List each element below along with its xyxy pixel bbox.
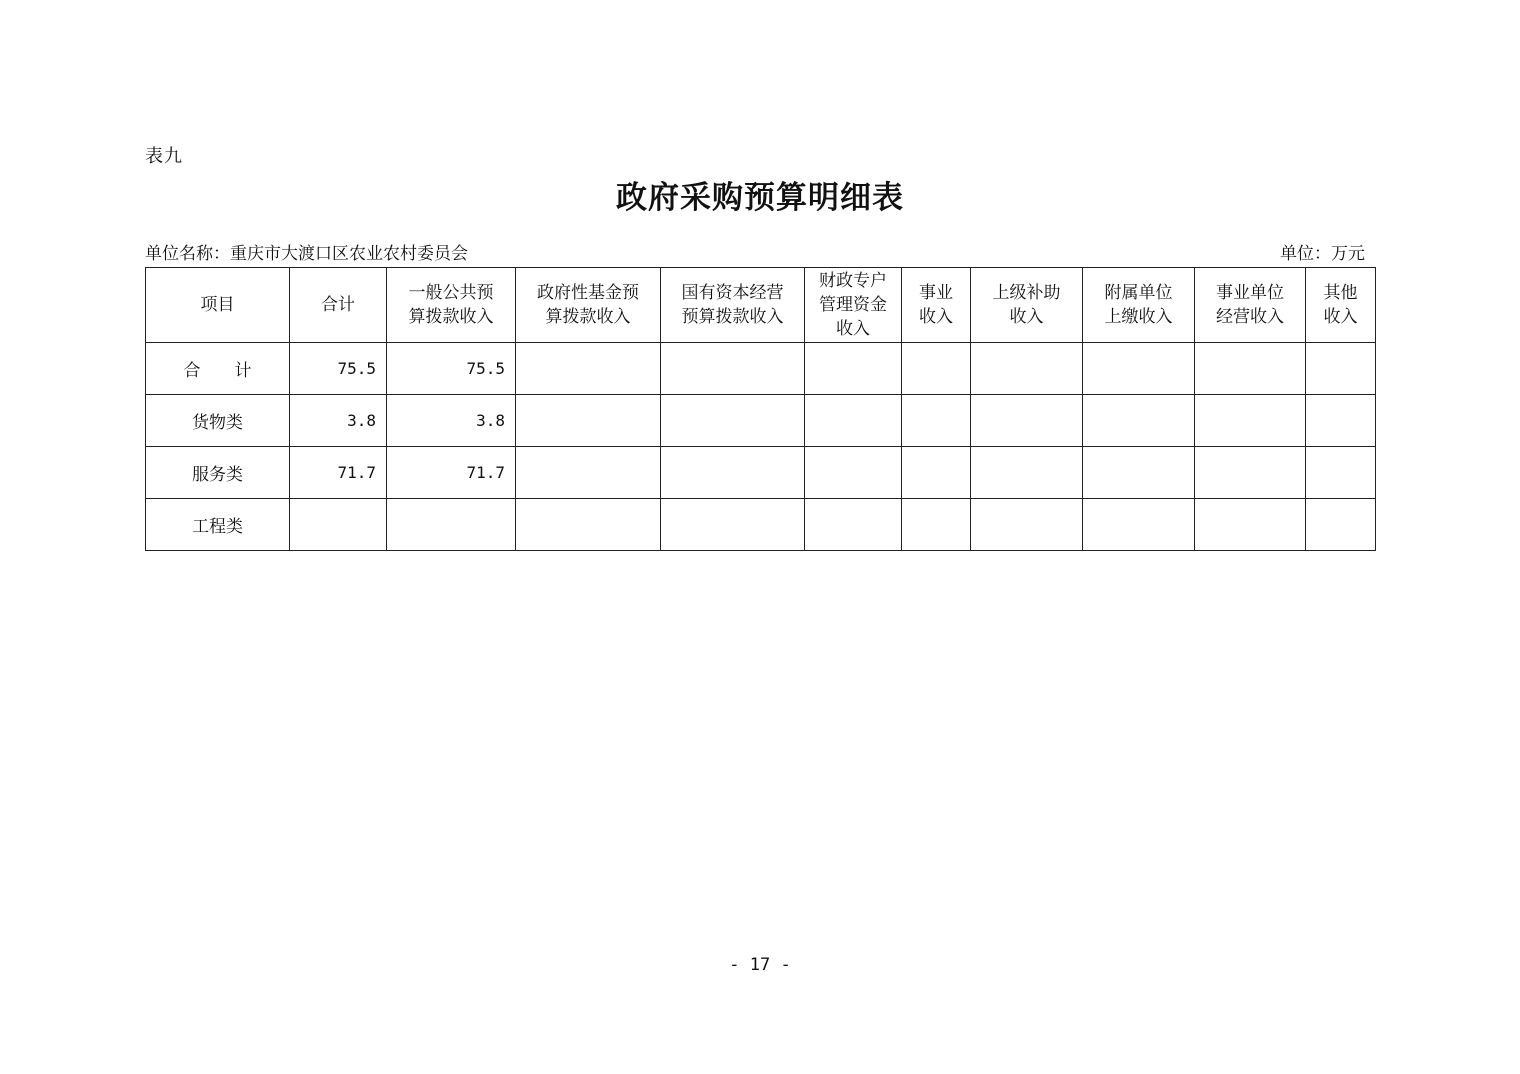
header-business-income: 事业 收入 (902, 268, 971, 343)
unit-name-label: 单位名称：重庆市大渡口区农业农村委员会 (145, 244, 468, 264)
table-row (146, 447, 1376, 499)
cell-value (387, 499, 516, 551)
cell-value (661, 343, 805, 395)
header-affiliated-unit-remittance: 附属单位 上缴收入 (1083, 268, 1195, 343)
cell-value (661, 395, 805, 447)
header-general-public-budget: 一般公共预 算拨款收入 (387, 268, 516, 343)
cell-value (971, 395, 1083, 447)
page-number: - 17 - (729, 955, 791, 975)
cell-value (1083, 395, 1195, 447)
document-title: 政府采购预算明细表 (616, 180, 904, 216)
cell-value (1306, 499, 1376, 551)
table-row (146, 499, 1376, 551)
cell-value (516, 499, 661, 551)
cell-value (805, 447, 902, 499)
row-item-label: 货物类 (146, 395, 290, 447)
cell-value (661, 499, 805, 551)
row-item-label: 工程类 (146, 499, 290, 551)
cell-value (971, 499, 1083, 551)
table-row (146, 395, 1376, 447)
cell-value (516, 343, 661, 395)
cell-value (1195, 343, 1306, 395)
table-header-row (146, 268, 1376, 343)
cell-value (516, 395, 661, 447)
cell-value (902, 343, 971, 395)
cell-value (1195, 447, 1306, 499)
cell-value: 71.7 (387, 447, 516, 499)
header-other-income: 其他 收入 (1306, 268, 1376, 343)
row-item-label: 服务类 (146, 447, 290, 499)
cell-value (1306, 447, 1376, 499)
cell-value: 71.7 (290, 447, 387, 499)
header-item: 项目 (146, 268, 290, 343)
cell-value (902, 447, 971, 499)
cell-value (661, 447, 805, 499)
cell-value: 75.5 (290, 343, 387, 395)
procurement-budget-table (145, 267, 1376, 551)
cell-value (1083, 447, 1195, 499)
cell-value (1306, 343, 1376, 395)
header-superior-subsidy: 上级补助 收入 (971, 268, 1083, 343)
table-number-label: 表九 (145, 146, 183, 167)
cell-value (902, 395, 971, 447)
cell-value (1306, 395, 1376, 447)
cell-value (1083, 343, 1195, 395)
cell-value (902, 499, 971, 551)
cell-value (805, 499, 902, 551)
cell-value (290, 499, 387, 551)
cell-value: 3.8 (387, 395, 516, 447)
row-item-label: 合 计 (146, 343, 290, 395)
header-state-capital-budget: 国有资本经营 预算拨款收入 (661, 268, 805, 343)
cell-value (516, 447, 661, 499)
cell-value (971, 343, 1083, 395)
cell-value (805, 343, 902, 395)
header-total: 合计 (290, 268, 387, 343)
cell-value: 3.8 (290, 395, 387, 447)
cell-value (1195, 395, 1306, 447)
cell-value: 75.5 (387, 343, 516, 395)
header-special-account-funds: 财政专户 管理资金 收入 (805, 268, 902, 343)
header-operating-income: 事业单位 经营收入 (1195, 268, 1306, 343)
cell-value (971, 447, 1083, 499)
header-government-fund-budget: 政府性基金预 算拨款收入 (516, 268, 661, 343)
table-row (146, 343, 1376, 395)
unit-of-measure-label: 单位：万元 (1280, 244, 1365, 264)
cell-value (805, 395, 902, 447)
cell-value (1195, 499, 1306, 551)
cell-value (1083, 499, 1195, 551)
